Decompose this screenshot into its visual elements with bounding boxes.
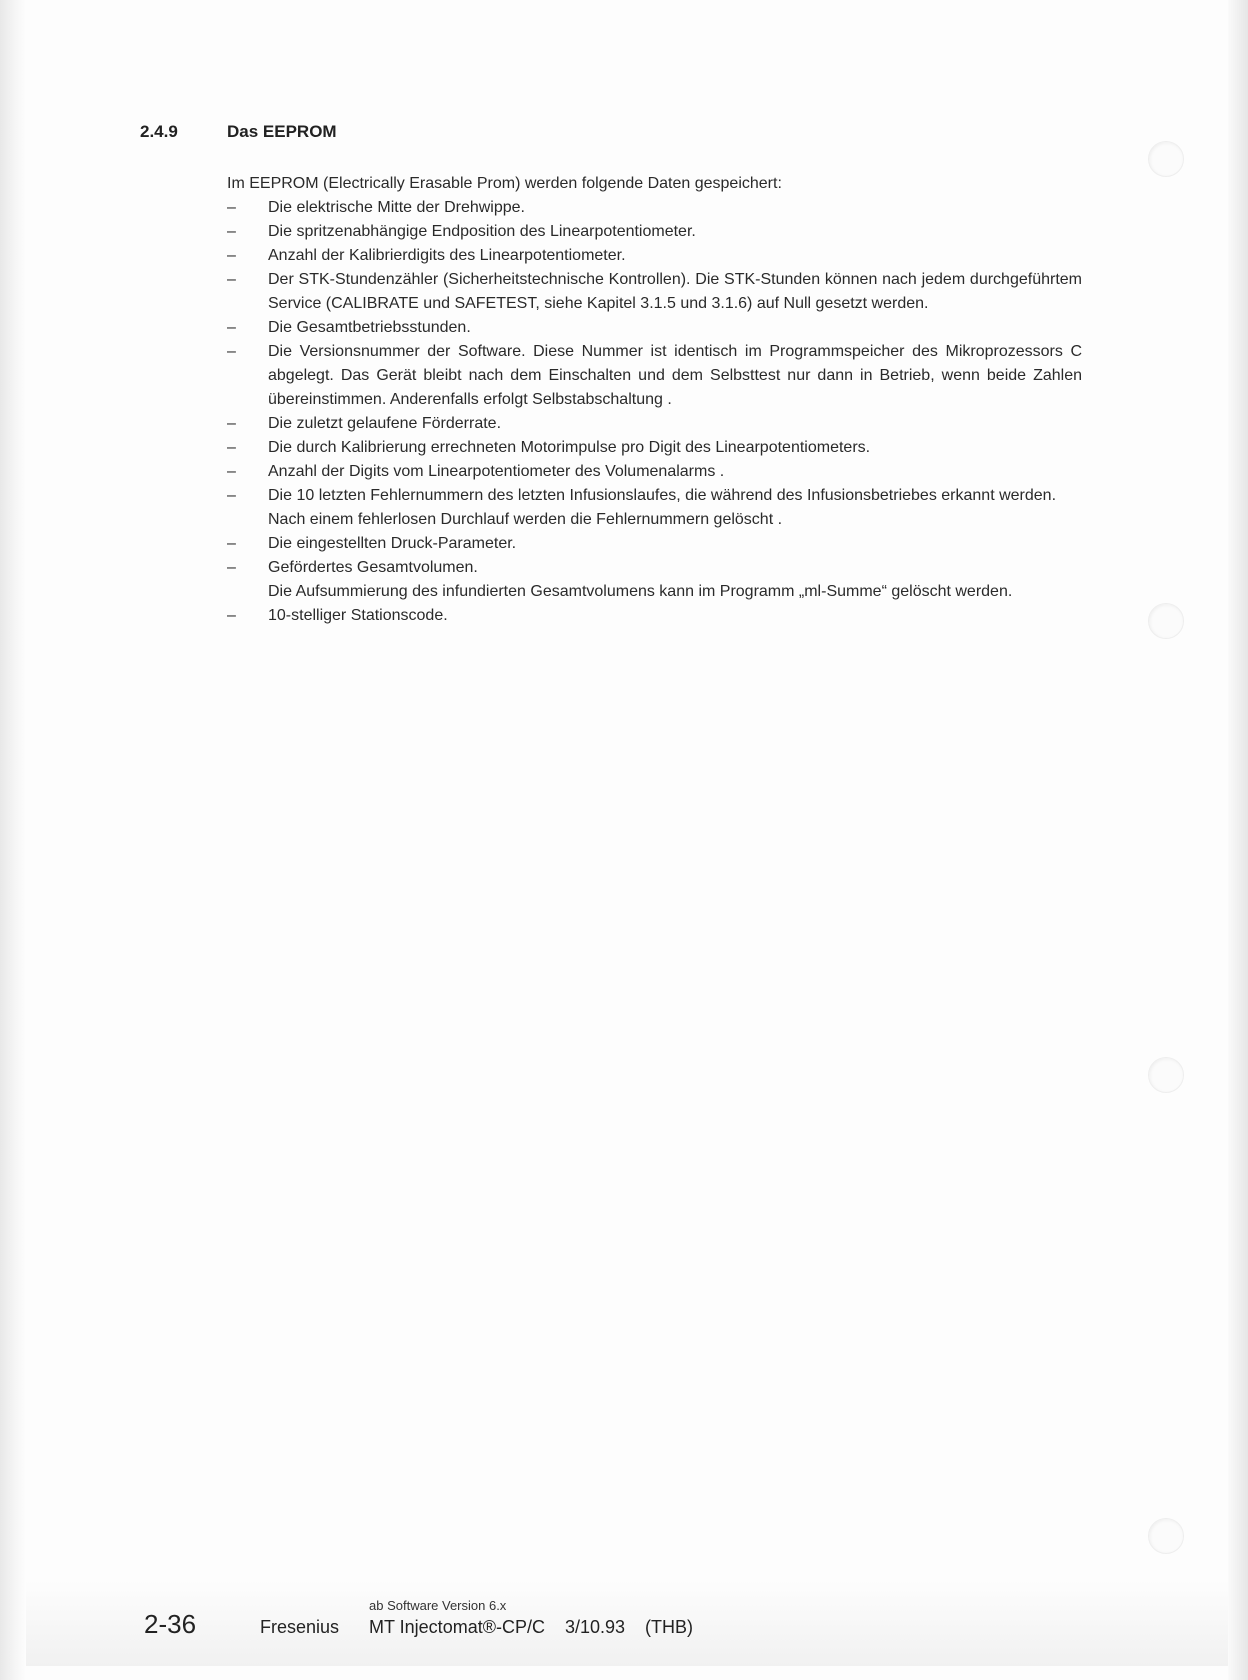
punch-hole: [1148, 141, 1184, 177]
list-item: [227, 556, 1082, 604]
list-item-text: Die Versionsnummer der Software. Diese Nummer ist identisch im Programmspeicher des Mikroprozessors C abgelegt. Das Gerät bleibt nach dem Einschalten und dem Selbsttest nur dann in Betrieb, wenn beide Zahlen übereinstimmen. Anderenfalls erfolgt Selbstabschaltung .: [268, 343, 1082, 408]
list-item-continuation: Nach einem fehlerlosen Durchlauf werden die Fehlernummern gelöscht .: [268, 511, 783, 528]
dash-bullet: –: [227, 487, 236, 504]
dash-bullet: –: [227, 415, 236, 432]
dash-bullet: –: [227, 439, 236, 456]
dash-bullet: –: [227, 223, 236, 240]
list-item-text: Anzahl der Kalibrierdigits des Linearpotentiometer.: [268, 247, 626, 264]
footer-product-line: [369, 1617, 713, 1638]
list-item: [227, 268, 1082, 316]
list-item-text: Die durch Kalibrierung errechneten Motorimpulse pro Digit des Linearpotentiometers.: [268, 439, 871, 456]
list-item-text: Die 10 letzten Fehlernummern des letzten Infusionslaufes, die während des Infusionsbetriebes erkannt werden.: [268, 487, 1057, 504]
footer-software-version: ab Software Version 6.x: [369, 1598, 507, 1613]
dash-bullet: –: [227, 199, 236, 216]
list-item: [227, 460, 1082, 484]
scan-right-edge: [1228, 0, 1248, 1680]
dash-bullet: –: [227, 319, 236, 336]
punch-hole: [1148, 1057, 1184, 1093]
footer-date: 3/10.93: [564, 1617, 626, 1637]
list-item: [227, 484, 1082, 532]
list-item: [227, 244, 1082, 268]
punch-hole: [1148, 603, 1184, 639]
footer-product: MT Injectomat®-CP/C: [369, 1617, 545, 1637]
list-item: [227, 604, 1082, 628]
list-item: [227, 316, 1082, 340]
dash-bullet: –: [227, 343, 236, 360]
list-item-text: Der STK-Stundenzähler (Sicherheitstechnische Kontrollen). Die STK-Stunden können nach jedem durchgeführtem Service (CALIBRATE und SAFETEST, siehe Kapitel 3.1.5 und 3.1.6) auf Null gesetzt werden.: [268, 271, 1082, 312]
list-item: [227, 196, 1082, 220]
dash-bullet: –: [227, 463, 236, 480]
section-title: Das EEPROM: [227, 122, 337, 141]
list-item-text: Gefördertes Gesamtvolumen.: [268, 559, 478, 576]
list-item: [227, 532, 1082, 556]
list-item-text: Die eingestellten Druck-Parameter.: [268, 535, 517, 552]
eeprom-data-list: [227, 196, 1082, 628]
dash-bullet: –: [227, 271, 236, 288]
dash-bullet: –: [227, 247, 236, 264]
punch-hole: [1148, 1518, 1184, 1554]
list-item: [227, 436, 1082, 460]
footer-author: (THB): [645, 1617, 694, 1637]
list-item: [227, 220, 1082, 244]
scan-left-edge: [0, 0, 26, 1680]
list-item-text: Die Gesamtbetriebsstunden.: [268, 319, 471, 336]
intro-paragraph: Im EEPROM (Electrically Erasable Prom) werden folgende Daten gespeichert:: [227, 175, 782, 192]
list-item-text: Die zuletzt gelaufene Förderrate.: [268, 415, 502, 432]
dash-bullet: –: [227, 559, 236, 576]
list-item: [227, 412, 1082, 436]
page-number: 2-36: [144, 1609, 197, 1639]
list-item-continuation: Die Aufsummierung des infundierten Gesamtvolumens kann im Programm „ml-Summe“ gelöscht werden.: [268, 583, 1013, 600]
list-item: [227, 340, 1082, 412]
list-item-text: Anzahl der Digits vom Linearpotentiometer des Volumenalarms .: [268, 463, 725, 480]
dash-bullet: –: [227, 535, 236, 552]
list-item-text: 10-stelliger Stationscode.: [268, 607, 448, 624]
footer-publisher: Fresenius: [260, 1617, 340, 1637]
section-number: 2.4.9: [140, 122, 178, 141]
dash-bullet: –: [227, 607, 236, 624]
list-item-text: Die spritzenabhängige Endposition des Linearpotentiometer.: [268, 223, 696, 240]
list-item-text: Die elektrische Mitte der Drehwippe.: [268, 199, 525, 216]
